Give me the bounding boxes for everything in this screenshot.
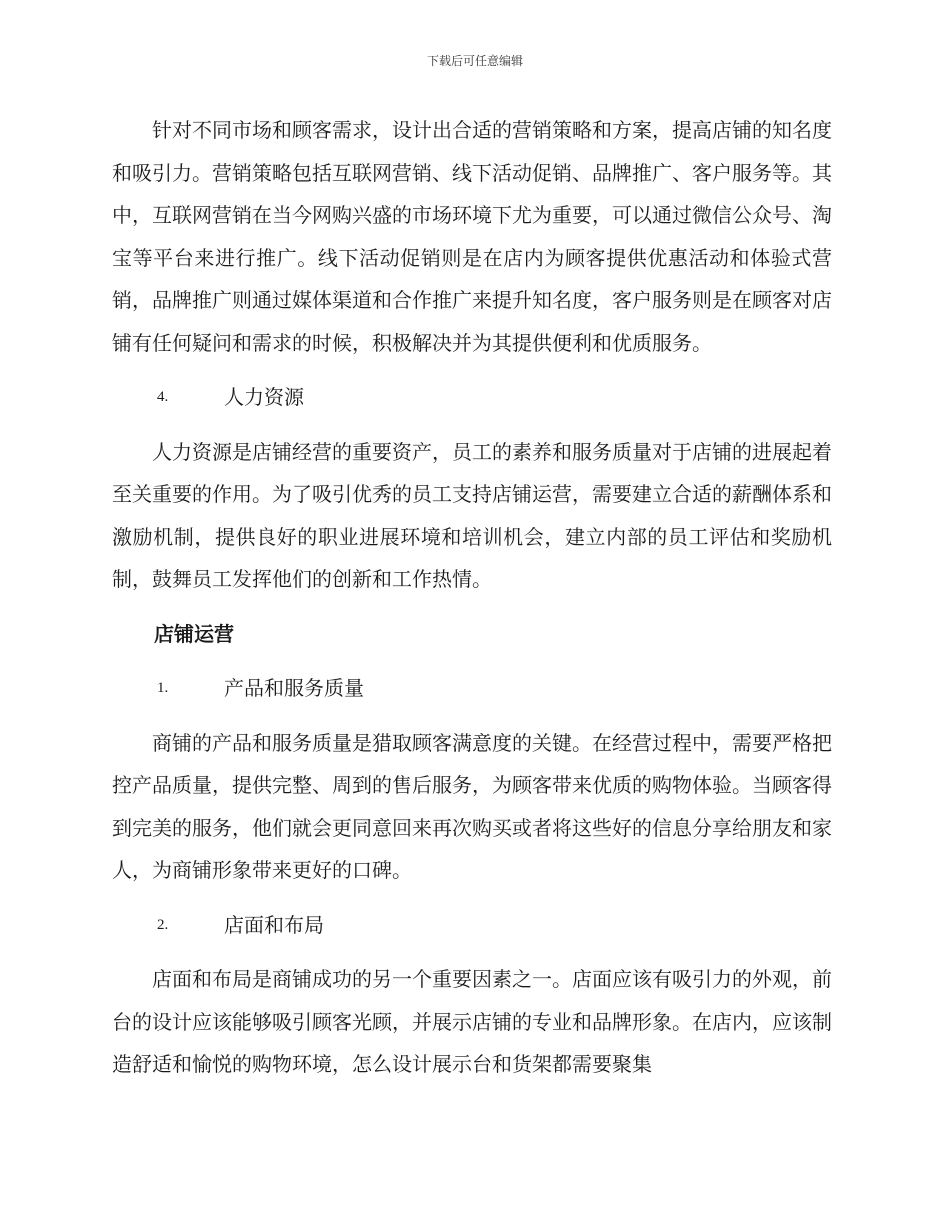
paragraph-human-resources: 人力资源是店铺经营的重要资产，员工的素养和服务质量对于店铺的进展起着至关重要的作用。为了吸引优秀的员工支持店铺运营，需要建立合适的薪酬体系和激励机制，提供良好的职业进展环境和培训机会，建立内部的员工评估和奖励机制，鼓舞员工发挥他们的创新和工作热情。 [112, 439, 832, 591]
list-number: 4. [157, 389, 169, 405]
paragraph-product-service-quality: 商铺的产品和服务质量是猎取顾客满意度的关键。在经营过程中，需要严格把控产品质量，提供完整、周到的售后服务，为顾客带来优质的购物体验。当顾客得到完美的服务，他们就会更同意回来再次购买或者将这些好的信息分享给朋友和家人，为商铺形象带来更好的口碑。 [112, 730, 832, 882]
paragraph-marketing-strategy: 针对不同市场和顾客需求，设计出合适的营销策略和方案，提高店铺的知名度和吸引力。营销策略包括互联网营销、线下活动促销、品牌推广、客户服务等。其中，互联网营销在当今网购兴盛的市场环境下尤为重要，可以通过微信公众号、淘宝等平台来进行推广。线下活动促销则是在店内为顾客提供优惠活动和体验式营销，品牌推广则通过媒体渠道和合作推广来提升知名度，客户服务则是在顾客对店铺有任何疑问和需求的时候，积极解决并为其提供便利和优质服务。 [112, 118, 832, 355]
paragraph-storefront-layout: 店面和布局是商铺成功的另一个重要因素之一。店面应该有吸引力的外观，前台的设计应该能够吸引顾客光顾，并展示店铺的专业和品牌形象。在店内，应该制造舒适和愉悦的购物环境，怎么设计展示台和货架都需要聚集 [112, 967, 832, 1076]
list-number: 2. [157, 916, 169, 933]
document-body [112, 109, 832, 1086]
page-header: 下载后可任意编辑 [426, 54, 523, 68]
list-heading-title: 产品和服务质量 [224, 676, 364, 700]
section-heading-store-operations: 店铺运营 [154, 621, 234, 646]
numbered-heading-human-resources [112, 376, 832, 419]
list-heading-title: 人力资源 [224, 385, 304, 409]
list-number: 1. [157, 680, 169, 696]
numbered-heading-storefront-layout [112, 904, 832, 947]
list-heading-title: 店面和布局 [224, 912, 324, 937]
numbered-heading-product-service-quality [112, 667, 832, 710]
